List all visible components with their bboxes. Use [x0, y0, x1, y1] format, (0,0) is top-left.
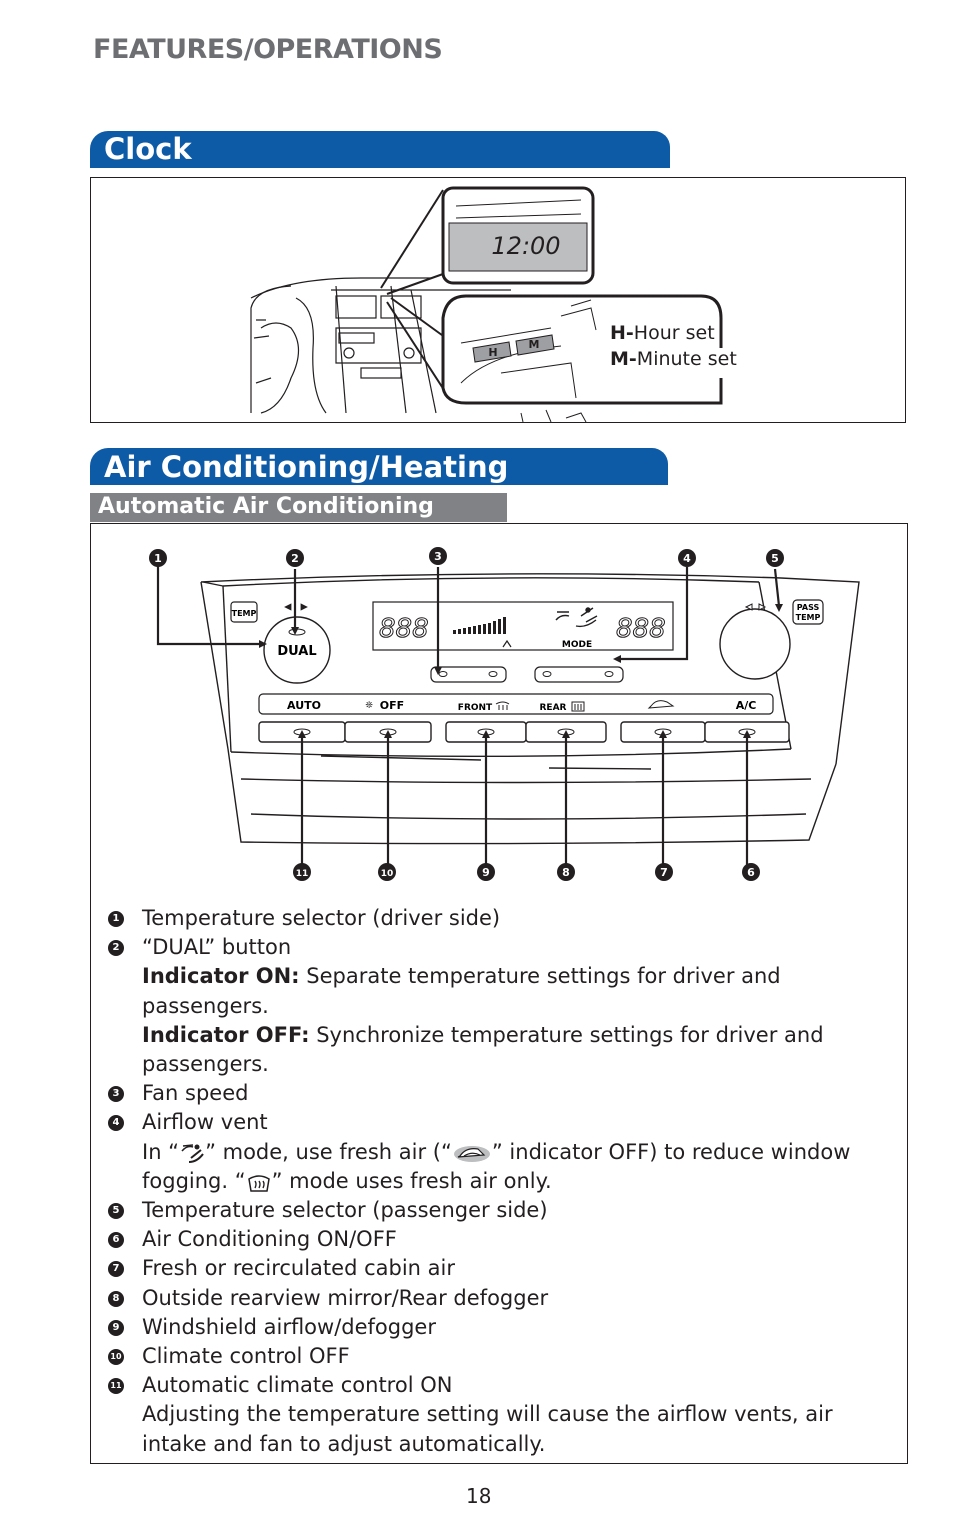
item-text: Fresh or recirculated cabin air [142, 1256, 455, 1281]
list-item [108, 1371, 888, 1459]
list-item [108, 933, 888, 1079]
dual-off-detail: Indicator OFF: Synchronize temperature settings for driver and passengers. [142, 1022, 824, 1077]
callout-2 [286, 549, 304, 567]
dual-button[interactable]: DUAL [277, 644, 317, 659]
list-item [108, 1342, 888, 1371]
page-header: FEATURES/OPERATIONS [93, 34, 443, 65]
clock-display-time: 12:00 [491, 232, 561, 260]
item-text: Temperature selector (passenger side) [142, 1198, 548, 1223]
svg-text:5: 5 [771, 552, 779, 565]
list-item [108, 1284, 888, 1313]
svg-text:10: 10 [380, 869, 394, 879]
item-number: 2 [108, 940, 124, 956]
callout-1 [149, 549, 167, 567]
item-text: Air Conditioning ON/OFF [142, 1227, 397, 1252]
auto-detail: Adjusting the temperature setting will cause the airflow vents, air intake and fan to adjust automatically. [142, 1402, 833, 1456]
airflow-mode-button[interactable] [535, 667, 623, 682]
svg-text:2: 2 [291, 552, 299, 565]
item-number: 11 [108, 1378, 124, 1394]
item-text: Airflow vent [142, 1110, 268, 1135]
off-label: OFF [379, 699, 405, 712]
callout-5 [766, 549, 784, 567]
callout-6 [742, 863, 760, 881]
item-number: 5 [108, 1203, 124, 1219]
item-text: “DUAL” button [142, 935, 292, 960]
item-number: 8 [108, 1291, 124, 1307]
item-number: 3 [108, 1086, 124, 1102]
pass-label: PASS [796, 603, 820, 612]
ac-description-list [108, 904, 888, 1459]
list-item [108, 1108, 888, 1196]
recirculation-icon [452, 1143, 492, 1163]
svg-text:1: 1 [154, 552, 162, 565]
display-left-temp: 888 [379, 614, 429, 644]
list-item [108, 1196, 888, 1225]
clock-section-title: Clock [90, 131, 670, 168]
button-label-strip [259, 694, 773, 714]
item-text: Outside rearview mirror/Rear defogger [142, 1285, 549, 1310]
windshield-defrost-icon [246, 1171, 272, 1193]
rear-label: REAR [539, 703, 567, 713]
clock-illustration-frame [90, 177, 906, 423]
foot-defrost-mode-icon [179, 1142, 205, 1164]
item-text: Climate control OFF [142, 1344, 350, 1369]
item-number: 7 [108, 1261, 124, 1277]
mode-label: MODE [561, 640, 593, 650]
item-number: 6 [108, 1232, 124, 1248]
svg-text:6: 6 [747, 866, 755, 879]
item-number: 9 [108, 1320, 124, 1336]
svg-text:4: 4 [683, 552, 691, 565]
front-label: FRONT [457, 703, 493, 713]
callout-7 [655, 863, 673, 881]
item-text: Automatic climate control ON [142, 1373, 453, 1398]
clock-legend [610, 320, 737, 372]
dual-on-detail: Indicator ON: Separate temperature settings for driver and passengers. [142, 964, 781, 1018]
hour-button-label: H [488, 346, 498, 359]
list-item [108, 1079, 888, 1108]
minute-legend: M-Minute set [610, 348, 737, 370]
svg-text:9: 9 [482, 866, 490, 879]
ac-subsection-title: Automatic Air Conditioning [90, 493, 507, 522]
callout-10 [378, 863, 396, 881]
svg-text:3: 3 [434, 550, 442, 563]
item-text: Temperature selector (driver side) [142, 906, 501, 930]
callout-9 [477, 863, 495, 881]
callout-8 [557, 863, 575, 881]
minute-button-label: M [528, 338, 540, 351]
temp-label: TEMP [231, 609, 257, 618]
svg-text:8: 8 [562, 866, 570, 879]
ac-section-title: Air Conditioning/Heating [90, 448, 668, 485]
callout-4 [678, 549, 696, 567]
ac-label: A/C [735, 699, 757, 712]
clock-illustration [91, 178, 905, 422]
item-text: Fan speed [142, 1081, 249, 1106]
item-number: 1 [108, 911, 124, 927]
fan-speed-button[interactable] [431, 667, 506, 682]
fan-small-icon: ❊ [365, 701, 373, 711]
ac-panel-illustration [91, 524, 907, 884]
svg-text:7: 7 [660, 866, 668, 879]
list-item [108, 904, 888, 933]
item-text: Windshield airflow/defogger [142, 1314, 436, 1339]
svg-text:11: 11 [295, 869, 309, 879]
callout-11 [293, 863, 311, 881]
item-number: 10 [108, 1349, 124, 1365]
display-right-temp: 888 [616, 614, 666, 644]
passenger-temp-knob[interactable] [720, 609, 790, 679]
list-item [108, 1254, 888, 1283]
hour-legend: H-Hour set [610, 322, 715, 344]
item-number: 4 [108, 1115, 124, 1131]
auto-label: AUTO [287, 699, 321, 712]
list-item [108, 1225, 888, 1254]
page-number: 18 [466, 1484, 492, 1508]
list-item [108, 1313, 888, 1342]
callout-3 [429, 547, 447, 565]
pass-temp-label: TEMP [795, 613, 821, 622]
airflow-detail: In “ ” mode, use fresh air (“ ” indicator OFF) to reduce window fogging. “ ” mode uses fresh air only. [142, 1139, 851, 1193]
